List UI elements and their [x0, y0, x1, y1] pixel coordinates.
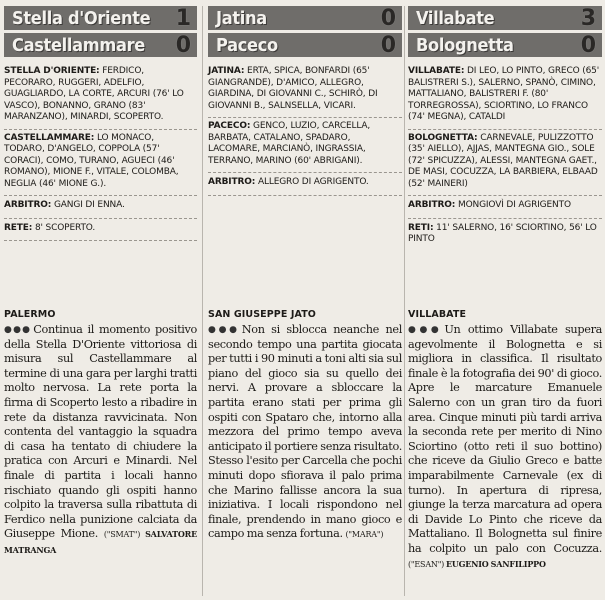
away-team-score: 0	[175, 32, 191, 58]
info-label: ARBITRO:	[4, 200, 52, 210]
info-label: PACECO:	[208, 121, 251, 131]
article-jatina-paceco	[208, 309, 402, 543]
info-label: JATINA:	[208, 66, 245, 76]
column-divider	[202, 6, 203, 596]
info-text: ALLEGRO DI AGRIGENTO.	[257, 177, 369, 187]
info-text: CARNEVALE, PULIZZOTTO (35' AIELLO), AJJAS, MANTEGNA GIO., SOLE (72' SPICUZZA), ALESSI, MANTEGNA GAET., DE MASI, COCUZZA, LA BARBIERA, ELBAAD (52' MAINERI)	[408, 132, 598, 189]
info-label: ARBITRO:	[408, 200, 456, 210]
home-team-score: 3	[580, 5, 596, 31]
info-text: GANGI DI ENNA.	[53, 200, 125, 210]
home-team-score-row	[4, 6, 197, 30]
match-info-box	[408, 66, 602, 252]
info-label: ARBITRO:	[208, 177, 256, 187]
lineup-away	[208, 118, 402, 173]
goals	[408, 219, 602, 252]
match-info-box	[4, 66, 197, 241]
info-text: MONGIOVÌ DI AGRIGENTO	[457, 200, 571, 210]
article-dateline: VILLABATE	[408, 309, 467, 320]
referee	[208, 173, 402, 196]
article-text: Un ottimo Villabate supera agevolmente il Bolognetta e si migliora in classifica. Il risultato finale è la fotografia dei 90' di gioco. Apre le marcature Emanuele Salerno con un gran tiro da fuori area. Cinque minuti più tardi arriva la seconda rete per merito di Nino Sciortino (otto reti il suo bottino) che riceve da Giulio Greco e batte imparabilmente Carnevale (ex di turno). In apertura di ripresa, giunge la terza marcatura ad opera di Davide Lo Pinto che riceve da Mattaliano. Il Bolognetta sul finire ha colpito un palo con Cocuzza.	[408, 323, 603, 555]
goals	[4, 219, 197, 242]
info-label: BOLOGNETTA:	[408, 132, 478, 143]
info-text: 11' SALERNO, 16' SCIORTINO, 56' LO PINTO	[408, 222, 597, 244]
away-team-score-row	[4, 33, 197, 57]
info-text: FERDICO, PECORARO, RUGGERI, ADELFIO, GUAGLIARDO, LA CORTE, ARCURI (76' LO VASCO), BONANNO, GRANO (83' MARANZANO), MINARDI, SCOPERTO.	[4, 66, 184, 122]
lineup-away	[408, 130, 602, 197]
info-text: ERTA, SPICA, BONFARDI (65' GIANGRANDE), D'AMICO, ALLEGRO, GIARDINA, DI GIOVANNI C., SCHIRÒ, DI GIOVANNI B., SALNSELLA, VICARI.	[208, 66, 378, 111]
byline-tag: ("ESAN")	[408, 559, 445, 569]
info-text: GENCO, LUZIO, CARCELLA, BARBATA, CATALANO, SPADARO, LACOMARE, MARCIANÒ, INGRASSIA, TERRANO, MARINO (60' ABRIGANI).	[208, 121, 371, 166]
info-label: STELLA D'ORIENTE:	[4, 66, 100, 76]
byline-author: EUGENIO SANFILIPPO	[445, 558, 546, 569]
home-team-name: Jatina	[216, 7, 267, 29]
article-body	[208, 323, 402, 543]
article-text: Non si sblocca neanche nel secondo tempo una partita giocata per tutti i 90 minuti a toni alti sia sul piano del gioco sia su quello dei nervi. A provare a sbloccare la partita erano stati per prima gli ospiti con Spataro che, intorno alla mezzora del primo tempo aveva anticipato il portiere senza risultato. Stesso l'esito per Carcella che pochi minuti dopo sfiorava il palo prima che Marino fallisse ancora la sua iniziativa. I locali rispondono nel finale, prendendo in mano gioco e campo ma senza fortuna.	[208, 323, 402, 541]
away-team-name: Castellammare	[12, 34, 145, 56]
article-dateline: SAN GIUSEPPE JATO	[208, 309, 316, 320]
away-team-score: 0	[580, 32, 596, 58]
referee	[4, 196, 197, 219]
referee	[408, 196, 602, 219]
away-team-score-row	[208, 33, 402, 57]
article-dateline: PALERMO	[4, 309, 56, 320]
match-column-jatina-paceco	[208, 6, 402, 196]
byline-tag: ("SMAT")	[103, 530, 141, 540]
article-stella-castellammare	[4, 309, 197, 559]
byline-tag: ("MARA")	[345, 530, 384, 540]
away-team-name: Bolognetta	[416, 34, 514, 56]
home-team-score-row	[208, 6, 402, 30]
match-info-box	[208, 66, 402, 196]
article-byline	[408, 560, 546, 569]
article-body	[408, 323, 602, 572]
home-team-name: Stella d'Oriente	[12, 7, 151, 29]
info-label: RETI:	[408, 222, 434, 233]
match-column-stella-castellammare	[4, 6, 197, 241]
bullet-dots-icon: ●●●	[208, 325, 240, 335]
match-column-villabate-bolognetta	[408, 6, 602, 252]
home-team-name: Villabate	[416, 7, 495, 29]
lineup-home	[208, 66, 402, 118]
away-team-score-row	[408, 33, 602, 57]
info-label: RETE:	[4, 222, 33, 233]
bullet-dots-icon: ●●●	[4, 325, 32, 335]
info-label: CASTELLAMMARE:	[4, 132, 95, 143]
article-body	[4, 323, 197, 559]
info-text: DI LEO, LO PINTO, GRECO (65' BALISTRERI S.), SALERNO, SPANÒ, CIMINO, MATTALIANO, BALISTRERI F. (80' TORREGROSSA), SCIORTINO, LO FRANCO (74' MEGNA), CATALDI	[408, 66, 600, 122]
lineup-home	[408, 66, 602, 130]
bullet-dots-icon: ●●●	[408, 325, 443, 335]
article-text: Continua il momento positivo della Stella D'Oriente vittoriosa di misura sul Castellammare al termine di una gara per larghi tratti molto nervosa. La rete porta la firma di Scoperto lesto a ribadire in rete da distanza ravvicinata. Non contenta del vantaggio la squadra di casa ha tentato di chiudere la pratica con Arcuri e Minardi. Nel finale di partita i locali hanno rischiato quando gli ospiti hanno colpito la traversa sulla ribattuta di Ferdico nella punizione calciata da Giuseppe Mione.	[4, 323, 198, 541]
away-team-name: Paceco	[216, 34, 278, 56]
column-divider	[404, 6, 405, 596]
away-team-score: 0	[380, 32, 396, 58]
lineup-away	[4, 130, 197, 197]
article-villabate-bolognetta	[408, 309, 602, 572]
byline-author: SALVATORE MATRANGA	[4, 529, 197, 555]
info-text: LO MONACO, TODARO, D'ANGELO, COPPOLA (57' CORACI), COMO, TURANO, AGUECI (46' ROMANO), MIONE F., VITALE, COLOMBA, NEGLIA (46' MIONE G.).	[4, 132, 179, 189]
home-team-score: 1	[175, 5, 191, 31]
article-byline	[345, 530, 383, 539]
home-team-score-row	[408, 6, 602, 30]
info-label: VILLABATE:	[408, 66, 465, 76]
lineup-home	[4, 66, 197, 130]
info-text: 8' SCOPERTO.	[34, 222, 96, 233]
home-team-score: 0	[380, 5, 396, 31]
